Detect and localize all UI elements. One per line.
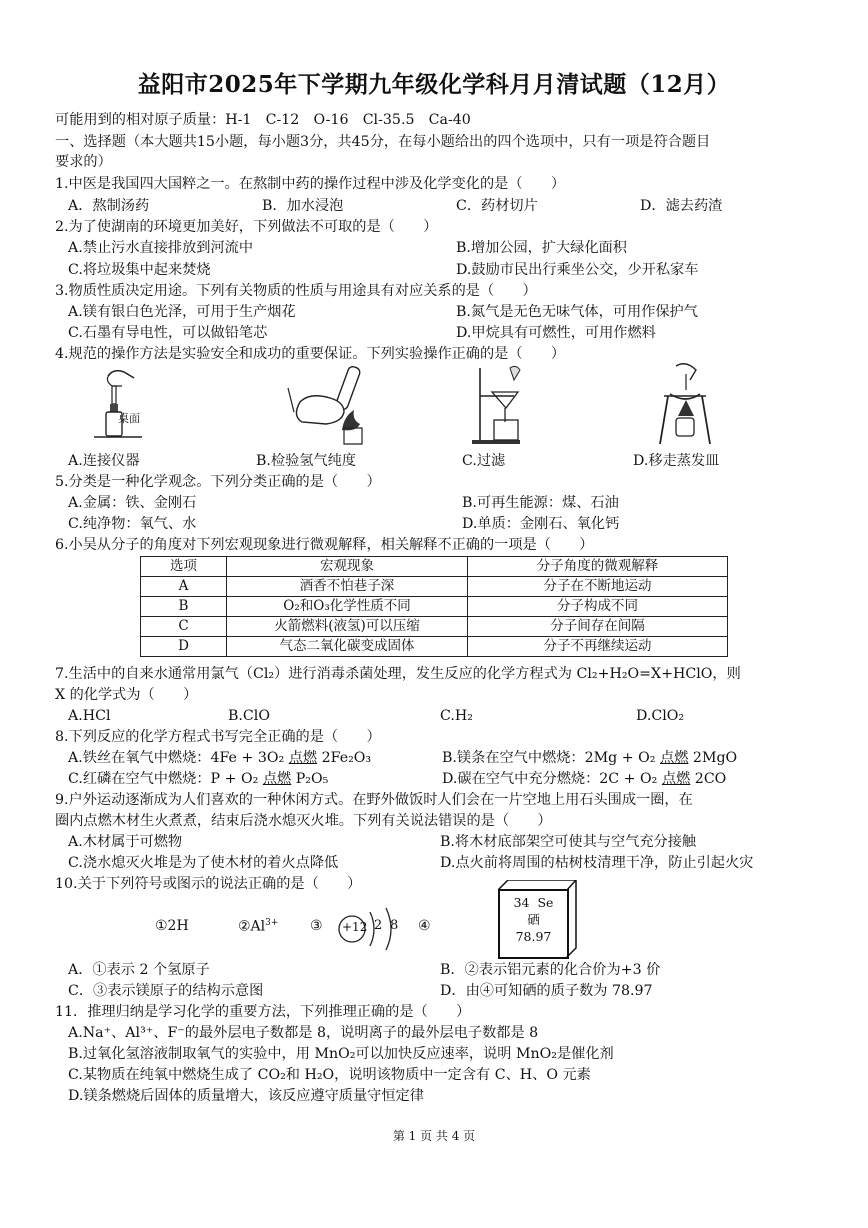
q11-stem: 11．推理归纳是学习化学的重要方法，下列推理正确的是（ ）: [55, 1004, 471, 1020]
q9-option-b: B.将木材底部架空可使其与空气充分接触: [440, 834, 697, 850]
q7-option-a: A.HCl: [68, 708, 111, 724]
q1-option-d: D．滤去药渣: [640, 198, 723, 214]
symbol-4-marker: ④: [418, 918, 431, 934]
q4-option-b: B.检验氢气纯度: [256, 453, 357, 469]
q11-option-b: B.过氧化氢溶液制取氧气的实验中，用 MnO₂可以加快反应速率，说明 MnO₂是催化剂: [68, 1046, 614, 1062]
q11-option-c: C.某物质在纯氧中燃烧生成了 CO₂和 H₂O，说明该物质中一定含有 C、H、O 元素: [68, 1067, 591, 1083]
electron-shell-2: 8: [390, 918, 399, 933]
q2-option-b: B.增加公园，扩大绿化面积: [456, 240, 627, 256]
q2-option-c: C.将垃圾集中起来焚烧: [68, 262, 211, 278]
q2-option-d: D.鼓励市民出行乘坐公交，少开私家车: [456, 262, 699, 278]
nucleus-charge: +12: [342, 920, 368, 934]
filtration-figure: [470, 362, 540, 448]
q7-option-d: D.ClO₂: [636, 708, 685, 724]
equation-reactants: D.碳在空气中充分燃烧：2C + O₂: [442, 771, 658, 787]
q3-option-d: D.甲烷具有可燃性，可用作燃料: [456, 325, 656, 341]
q1-option-b: B．加水浸泡: [262, 198, 344, 214]
q4-stem: 4.规范的操作方法是实验安全和成功的重要保证。下列实验操作正确的是（ ）: [55, 346, 566, 362]
q10-stem: 10.关于下列符号或图示的说法正确的是（ ）: [55, 876, 362, 892]
q1-option-c: C．药材切片: [456, 198, 538, 214]
equation-products: 2Fe₂O₃: [321, 750, 372, 766]
q10-option-a: A．①表示 2 个氢原子: [68, 962, 210, 978]
atomic-masses: 可能用到的相对原子质量：H-1 C-12 O-16 Cl-35.5 Ca-40: [55, 112, 471, 128]
symbol-al-charge: 3+: [265, 918, 279, 928]
table-header: 选项: [141, 557, 227, 577]
table-row: [141, 617, 728, 637]
evaporating-dish-figure: [652, 360, 718, 450]
equation-products: 2CO: [694, 771, 727, 787]
equation-reactants: A.铁丝在氧气中燃烧：4Fe + 3O₂: [68, 750, 285, 766]
equation-reactants: B.镁条在空气中燃烧：2Mg + O₂: [442, 750, 656, 766]
table-cell: 分子间存在间隔: [468, 617, 728, 637]
q3-option-b: B.氮气是无色无味气体，可用作保护气: [456, 304, 698, 320]
table-header: 分子角度的微观解释: [468, 557, 728, 577]
q8-option-c: [68, 769, 328, 789]
q8-stem: 8.下列反应的化学方程式书写完全正确的是（ ）: [55, 729, 381, 745]
q6-table: [140, 556, 728, 657]
equation-products: 2MgO: [692, 750, 738, 766]
page-footer: 第 1 页 共 4 页: [392, 1129, 476, 1143]
equation-products: P₂O₅: [295, 771, 329, 787]
q7-stem-cont: X 的化学式为（ ）: [55, 687, 198, 703]
table-cell: B: [141, 597, 227, 617]
table-row: [141, 637, 728, 657]
table-cell: 分子不再继续运动: [468, 637, 728, 657]
q1-stem: 1.中医是我国四大国粹之一。在熬制中药的操作过程中涉及化学变化的是（ ）: [55, 176, 566, 192]
reaction-condition: 点燃: [262, 771, 292, 787]
q9-stem: 9.户外运动逐渐成为人们喜欢的一种休闲方式。在野外做饭时人们会在一片空地上用石头围成一圈，在: [55, 792, 693, 808]
element-name: 硒: [527, 912, 540, 927]
q3-stem: 3.物质性质决定用途。下列有关物质的性质与用途具有对应关系的是（ ）: [55, 283, 537, 299]
q8-option-a: [68, 748, 371, 768]
table-cell: C: [141, 617, 227, 637]
q11-option-a: A.Na⁺、Al³⁺、F⁻的最外层电子数都是 8，说明离子的最外层电子数都是 8: [68, 1025, 539, 1041]
q4-option-d: D.移走蒸发皿: [633, 453, 720, 469]
q7-stem: 7.生活中的自来水通常用氯气（Cl₂）进行消毒杀菌处理，发生反应的化学方程式为 Cl₂+H₂O=X+HClO，则: [55, 666, 741, 682]
q2-stem: 2.为了使湖南的环境更加美好，下列做法不可取的是（ ）: [55, 219, 438, 235]
element-symbol: Se: [537, 895, 554, 910]
q10-option-d: D．由④可知硒的质子数为 78.97: [440, 983, 653, 999]
table-cell: 火箭燃料(液氢)可以压缩: [227, 617, 468, 637]
periodic-cell-3d-edge: [498, 880, 578, 960]
q3-option-c: C.石墨有导电性，可以做铅笔芯: [68, 325, 268, 341]
reaction-condition: 点燃: [288, 750, 318, 766]
q6-stem: 6.小吴从分子的角度对下列宏观现象进行微观解释，相关解释不正确的一项是（ ）: [55, 537, 594, 553]
q2-option-a: A.禁止污水直接排放到河流中: [68, 240, 254, 256]
reaction-condition: 点燃: [661, 771, 691, 787]
reaction-condition: 点燃: [660, 750, 689, 766]
q5-option-a: A.金属：铁、金刚石: [68, 495, 197, 511]
q5-option-d: D.单质：金刚石、氧化钙: [462, 516, 620, 532]
table-row: [141, 577, 728, 597]
q5-option-c: C.纯净物：氧气、水: [68, 516, 197, 532]
q7-option-c: C.H₂: [440, 708, 473, 724]
atomic-number: 34: [513, 895, 530, 910]
q3-option-a: A.镁有银白色光泽，可用于生产烟花: [68, 304, 296, 320]
table-cell: O₂和O₃化学性质不同: [227, 597, 468, 617]
q7-option-b: B.ClO: [228, 708, 270, 724]
q11-option-d: D.镁条燃烧后固体的质量增大，该反应遵守质量守恒定律: [68, 1088, 424, 1104]
table-header: 宏观现象: [227, 557, 468, 577]
q9-stem-cont: 圈内点燃木材生火煮煮，结束后浇水熄灭火堆。下列有关说法错误的是（ ）: [55, 813, 552, 829]
symbol-2h: ①2H: [155, 918, 189, 934]
section-heading: 一、选择题（本大题共15小题，每小题3分，共45分，在每小题给出的四个选项中，只有一项是符合题目: [55, 134, 711, 150]
section-heading-cont: 要求的）: [55, 154, 112, 170]
electron-shell-1: 2: [374, 918, 383, 933]
q10-option-c: C．③表示镁原子的结构示意图: [68, 983, 264, 999]
q9-option-a: A.木材属于可燃物: [68, 834, 183, 850]
table-row: [141, 597, 728, 617]
q4-option-c: C.过滤: [462, 453, 506, 469]
q9-option-d: D.点火前将周围的枯树枝清理干净，防止引起火灾: [440, 855, 754, 871]
page-title: 益阳市2025年下学期九年级化学科月月清试题（12月）: [137, 71, 731, 98]
hydrogen-test-figure: [280, 362, 375, 448]
connect-instruments-figure: [88, 364, 148, 446]
symbol-al: [238, 918, 278, 935]
q4-option-a: A.连接仪器: [68, 453, 140, 469]
q1-option-a: A．熬制汤药: [68, 198, 150, 214]
table-cell: 分子在不断地运动: [468, 577, 728, 597]
table-cell: 分子构成不同: [468, 597, 728, 617]
q9-option-c: C.浇水熄灭火堆是为了使木材的着火点降低: [68, 855, 339, 871]
q5-option-b: B.可再生能源：煤、石油: [462, 495, 619, 511]
table-header-row: [141, 557, 728, 577]
q10-option-b: B．②表示铝元素的化合价为+3 价: [440, 962, 661, 978]
table-top-label: 桌面: [118, 412, 140, 425]
q5-stem: 5.分类是一种化学观念。下列分类正确的是（ ）: [55, 474, 381, 490]
atomic-mass: 78.97: [515, 929, 552, 944]
table-cell: D: [141, 637, 227, 657]
table-cell: A: [141, 577, 227, 597]
q8-option-d: [442, 769, 726, 789]
symbol-3-marker: ③: [310, 918, 323, 934]
table-cell: 酒香不怕巷子深: [227, 577, 468, 597]
equation-reactants: C.红磷在空气中燃烧：P + O₂: [68, 771, 259, 787]
q8-option-b: [442, 748, 737, 768]
table-cell: 气态二氧化碳变成固体: [227, 637, 468, 657]
symbol-al-text: ②Al: [238, 918, 266, 935]
